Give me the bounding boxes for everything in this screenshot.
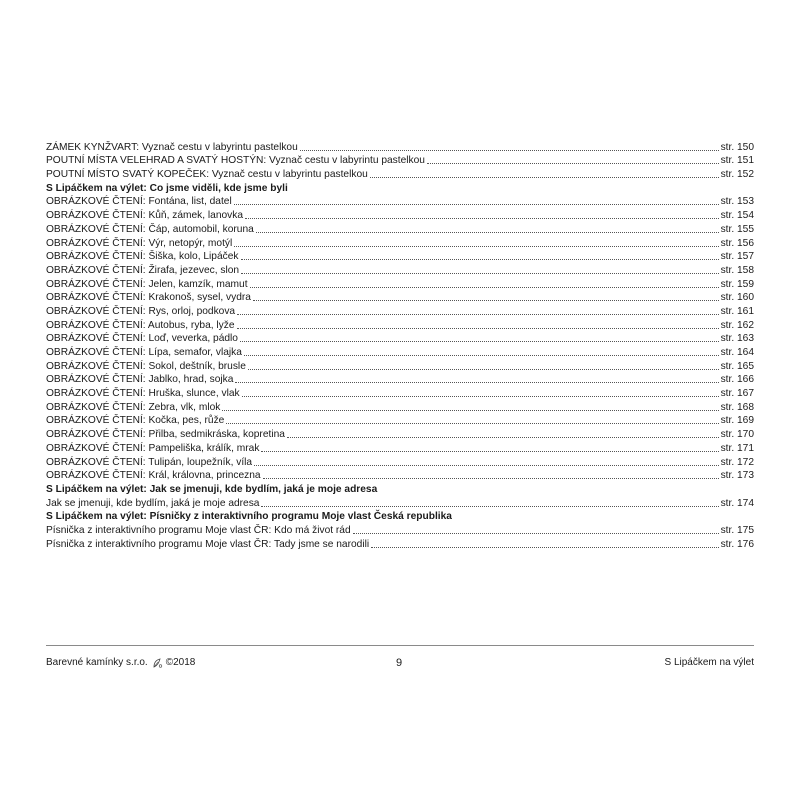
toc-entry-title: S Lipáčkem na výlet: Co jsme viděli, kde jsme byli xyxy=(46,182,288,194)
toc-dot-leader xyxy=(248,368,719,370)
toc-entry-page: str. 156 xyxy=(720,237,754,249)
toc-entry-page: str. 167 xyxy=(720,388,754,400)
toc-entry xyxy=(46,332,754,346)
toc-dot-leader xyxy=(371,546,718,548)
toc-entry-title: OBRÁZKOVÉ ČTENÍ: Hruška, slunce, vlak xyxy=(46,388,240,400)
copyright-text: ©2018 xyxy=(165,657,196,668)
toc-dot-leader xyxy=(241,258,719,260)
toc-dot-leader xyxy=(237,327,719,329)
toc-entry-title: POUTNÍ MÍSTA VELEHRAD A SVATÝ HOSTÝN: Vyznač cestu v labyrintu pastelkou xyxy=(46,155,425,167)
toc-entry-page: str. 175 xyxy=(720,524,754,536)
toc-entry-page: str. 160 xyxy=(720,292,754,304)
toc-entry xyxy=(46,263,754,277)
toc-entry xyxy=(46,345,754,359)
toc-entry xyxy=(46,277,754,291)
toc-entry-page: str. 154 xyxy=(720,210,754,222)
leaf-sprite-icon xyxy=(151,657,163,669)
toc-entry-title: POUTNÍ MÍSTO SVATÝ KOPEČEK: Vyznač cestu v labyrintu pastelkou xyxy=(46,169,368,181)
toc-entry-page: str. 155 xyxy=(720,223,754,235)
toc-entry-title: Jak se jmenuji, kde bydlím, jaká je moje adresa xyxy=(46,497,260,509)
toc-entry-page: str. 171 xyxy=(720,442,754,454)
toc-entry xyxy=(46,386,754,400)
toc-entry-title: ZÁMEK KYNŽVART: Vyznač cestu v labyrintu pastelkou xyxy=(46,141,298,153)
toc-entry-title: OBRÁZKOVÉ ČTENÍ: Zebra, vlk, mlok xyxy=(46,401,221,413)
toc-entry-page: str. 163 xyxy=(720,333,754,345)
toc-dot-leader xyxy=(427,162,719,164)
toc-entry-title: OBRÁZKOVÉ ČTENÍ: Žirafa, jezevec, slon xyxy=(46,264,240,276)
toc-entry-title: S Lipáčkem na výlet: Písničky z interaktivního programu Moje vlast Česká republika xyxy=(46,511,452,523)
toc-dot-leader xyxy=(244,354,719,356)
toc-dot-leader xyxy=(261,450,718,452)
toc-entry-title: OBRÁZKOVÉ ČTENÍ: Král, královna, princezna xyxy=(46,470,261,482)
toc-entry xyxy=(46,427,754,441)
toc-dot-leader xyxy=(245,217,719,219)
toc-dot-leader xyxy=(234,245,718,247)
toc-entry-page: str. 157 xyxy=(720,251,754,263)
toc-dot-leader xyxy=(235,381,718,383)
toc-section-heading xyxy=(46,510,754,524)
toc-dot-leader xyxy=(222,409,718,411)
toc-entry-page: str. 170 xyxy=(720,429,754,441)
toc-dot-leader xyxy=(250,286,719,288)
toc-entry xyxy=(46,469,754,483)
toc-section-heading xyxy=(46,181,754,195)
toc-entry xyxy=(46,537,754,551)
toc-entry xyxy=(46,359,754,373)
toc-dot-leader xyxy=(300,149,719,151)
toc-entry-title: S Lipáčkem na výlet: Jak se jmenuji, kde bydlím, jaká je moje adresa xyxy=(46,483,378,495)
toc-dot-leader xyxy=(226,422,718,424)
toc-entry-page: str. 158 xyxy=(720,264,754,276)
table-of-contents xyxy=(46,140,754,551)
toc-dot-leader xyxy=(242,395,719,397)
toc-entry-page: str. 152 xyxy=(720,169,754,181)
toc-entry-page: str. 161 xyxy=(720,305,754,317)
book-title: S Lipáčkem na výlet xyxy=(664,657,754,668)
toc-entry-title: OBRÁZKOVÉ ČTENÍ: Výr, netopýr, motýl xyxy=(46,237,233,249)
toc-dot-leader xyxy=(254,464,718,466)
toc-entry-page: str. 151 xyxy=(720,155,754,167)
toc-dot-leader xyxy=(234,203,719,205)
toc-dot-leader xyxy=(256,231,719,233)
toc-entry xyxy=(46,222,754,236)
toc-entry xyxy=(46,373,754,387)
toc-entry-title: OBRÁZKOVÉ ČTENÍ: Loď, veverka, pádlo xyxy=(46,333,238,345)
toc-entry xyxy=(46,441,754,455)
toc-dot-leader xyxy=(240,340,719,342)
toc-entry-title: OBRÁZKOVÉ ČTENÍ: Šiška, kolo, Lipáček xyxy=(46,251,239,263)
toc-entry-page: str. 173 xyxy=(720,470,754,482)
page-number: 9 xyxy=(396,657,403,669)
toc-entry-title: OBRÁZKOVÉ ČTENÍ: Fontána, list, datel xyxy=(46,196,232,208)
toc-dot-leader xyxy=(241,272,719,274)
toc-entry-title: OBRÁZKOVÉ ČTENÍ: Čáp, automobil, koruna xyxy=(46,223,254,235)
toc-entry-title: OBRÁZKOVÉ ČTENÍ: Přilba, sedmikráska, kopretina xyxy=(46,429,285,441)
toc-entry-page: str. 164 xyxy=(720,347,754,358)
toc-entry-title: OBRÁZKOVÉ ČTENÍ: Kůň, zámek, lanovka xyxy=(46,210,244,222)
toc-entry-page: str. 169 xyxy=(720,415,754,427)
toc-entry-title: OBRÁZKOVÉ ČTENÍ: Tulipán, loupežník, víla xyxy=(46,456,253,468)
toc-entry-title: OBRÁZKOVÉ ČTENÍ: Jablko, hrad, sojka xyxy=(46,374,234,386)
toc-dot-leader xyxy=(287,436,719,438)
toc-dot-leader xyxy=(353,532,719,534)
footer-divider xyxy=(46,645,754,646)
toc-entry xyxy=(46,523,754,537)
toc-section-heading xyxy=(46,482,754,496)
toc-entry xyxy=(46,208,754,222)
toc-entry-page: str. 165 xyxy=(720,360,754,372)
footer-publisher xyxy=(46,657,195,669)
toc-entry-page: str. 174 xyxy=(720,497,754,509)
toc-entry-page: str. 172 xyxy=(720,456,754,468)
toc-entry xyxy=(46,414,754,428)
toc-dot-leader xyxy=(263,477,719,479)
toc-dot-leader xyxy=(253,299,719,301)
toc-dot-leader xyxy=(261,505,718,507)
toc-entry-title: OBRÁZKOVÉ ČTENÍ: Sokol, deštník, brusle xyxy=(46,360,246,372)
toc-entry-title: OBRÁZKOVÉ ČTENÍ: Autobus, ryba, lyže xyxy=(46,319,235,331)
toc-entry xyxy=(46,291,754,305)
toc-entry xyxy=(46,195,754,209)
toc-entry xyxy=(46,455,754,469)
toc-entry xyxy=(46,236,754,250)
toc-entry-page: str. 153 xyxy=(720,196,754,208)
toc-entry xyxy=(46,250,754,264)
publisher-name: Barevné kamínky s.r.o. xyxy=(46,657,148,668)
toc-entry-title: OBRÁZKOVÉ ČTENÍ: Pampeliška, králík, mrak xyxy=(46,442,260,454)
toc-entry xyxy=(46,318,754,332)
toc-entry xyxy=(46,167,754,181)
toc-dot-leader xyxy=(370,176,719,178)
toc-entry xyxy=(46,140,754,154)
toc-entry-page: str. 162 xyxy=(720,319,754,331)
toc-dot-leader xyxy=(237,313,718,315)
toc-entry-page: str. 159 xyxy=(720,278,754,290)
toc-entry-title: OBRÁZKOVÉ ČTENÍ: Jelen, kamzík, mamut xyxy=(46,278,248,290)
toc-entry xyxy=(46,496,754,510)
toc-entry-page: str. 166 xyxy=(720,374,754,386)
toc-entry xyxy=(46,304,754,318)
toc-entry xyxy=(46,154,754,168)
toc-entry-title: OBRÁZKOVÉ ČTENÍ: Rys, orloj, podkova xyxy=(46,305,236,317)
toc-entry-page: str. 168 xyxy=(720,401,754,413)
toc-entry xyxy=(46,400,754,414)
toc-entry-title: OBRÁZKOVÉ ČTENÍ: Kočka, pes, růže xyxy=(46,415,225,427)
toc-entry-page: str. 150 xyxy=(720,141,754,153)
toc-entry-title: Písnička z interaktivního programu Moje vlast ČR: Kdo má život rád xyxy=(46,524,351,536)
toc-entry-title: OBRÁZKOVÉ ČTENÍ: Krakonoš, sysel, vydra xyxy=(46,292,251,304)
toc-entry-page: str. 176 xyxy=(720,538,754,550)
toc-entry-title: Písnička z interaktivního programu Moje vlast ČR: Tady jsme se narodili xyxy=(46,538,370,550)
toc-entry-title: OBRÁZKOVÉ ČTENÍ: Lípa, semafor, vlajka xyxy=(46,347,242,358)
